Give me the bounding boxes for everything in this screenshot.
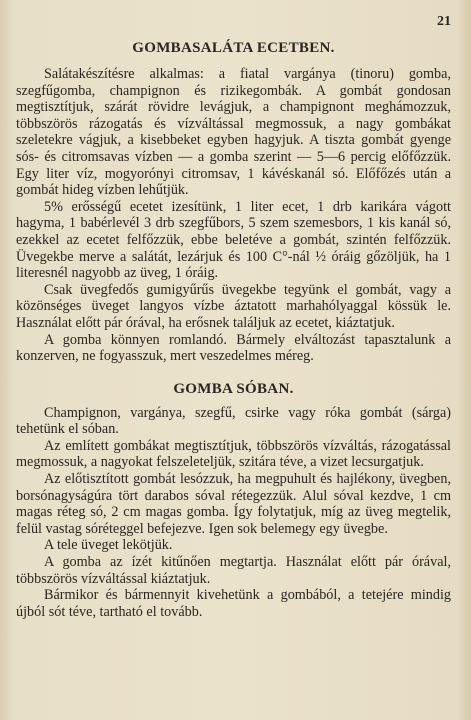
paragraph: Az említett gombákat megtisztítjuk, többszörös vízváltás, rázogatással megmossuk, a nagyokat felszeleteljük, szitára téve, a vizet lecsurgatjuk. (16, 437, 451, 471)
paragraph: A gomba az ízét kitűnően megtartja. Használat előtt pár órával, többszörös vízváltással kiáztatjuk. (16, 554, 451, 587)
page-number: 21 (437, 14, 451, 29)
paragraph: Champignon, vargánya, szegfű, csirke vagy róka gombát (sárga) tehetünk el sóban. (16, 404, 451, 438)
section-body-gomba-soban (16, 405, 451, 621)
page-content (16, 38, 451, 620)
paragraph: Csak üvegfedős gumigyűrűs üvegekbe tegyünk el gombát, vagy a közönséges üveget langyos vízbe áztatott marhahólyaggal kössük le. Használat előtt pár órával, ha erősnek találjuk az ecetet, kiáztatjuk. (16, 281, 451, 331)
section-body-gombasalata (16, 66, 451, 365)
section-title-gombasalata: GOMBASALÁTA ECETBEN. (132, 40, 335, 56)
paragraph: A tele üveget lekötjük. (44, 537, 173, 554)
section-title-gomba-soban: GOMBA SÓBAN. (173, 380, 294, 397)
paragraph: A gomba könnyen romlandó. Bármely elváltozást tapasztalunk a konzerven, ne fogyasszuk, mert veszedelmes méreg. (16, 331, 451, 365)
paragraph: Az előtisztított gombát lesózzuk, ha megpuhult és hajlékony, üvegben, borsónagyságúra tört darabos sóval rétegezzük. Alul sóval kezdve, 1 cm magas réteg só, 2 cm magas gomba. Így folytatjuk, míg az üveg megtelik, felül vastag sóréteggel befejezve. Igen sok belemegy egy üvegbe. (16, 471, 451, 537)
paragraph: 5% erősségű ecetet izesítünk, 1 liter ecet, 1 drb karikára vágott hagyma, 1 babérlevél 3 drb szegfűbors, 5 szem szemesbors, 1 kis kanál só, ezekkel az ecetet felfőzzük, ebbe beletéve a gombát, szintén felfőzzük. Üvegekbe merve a salátát, lezárjuk és 100 C°-nál ½ óráig gőzöljük, ha 1 literesnél nagyobb az üveg, 1 óráig. (16, 198, 451, 282)
paragraph: Salátakészítésre alkalmas: a fiatal vargánya (tinoru) gomba, szegfűgomba, champignon és rizikegombák. A gombát gondosan megtisztítjuk, szárát rövidre levágjuk, a champignont meghámozzuk, többszörös rázogatás és vízváltással megmossuk, a nagy gombákat szeletekre vágjuk, a kisebbeket egyben hagyjuk. A tiszta gombát gyenge sós- és citromsavas vízben — a gomba szerint — 5—6 percig előfőzzük. Egy liter víz, mogyorónyi citromsav, 1 kávéskanál só. Előfőzés után a gombát hideg vízben lehűtjük. (16, 66, 451, 199)
paragraph: Bármikor és bármennyit kivehetünk a gombából, a tetejére mindig újból sót téve, tartható el tovább. (16, 587, 451, 620)
